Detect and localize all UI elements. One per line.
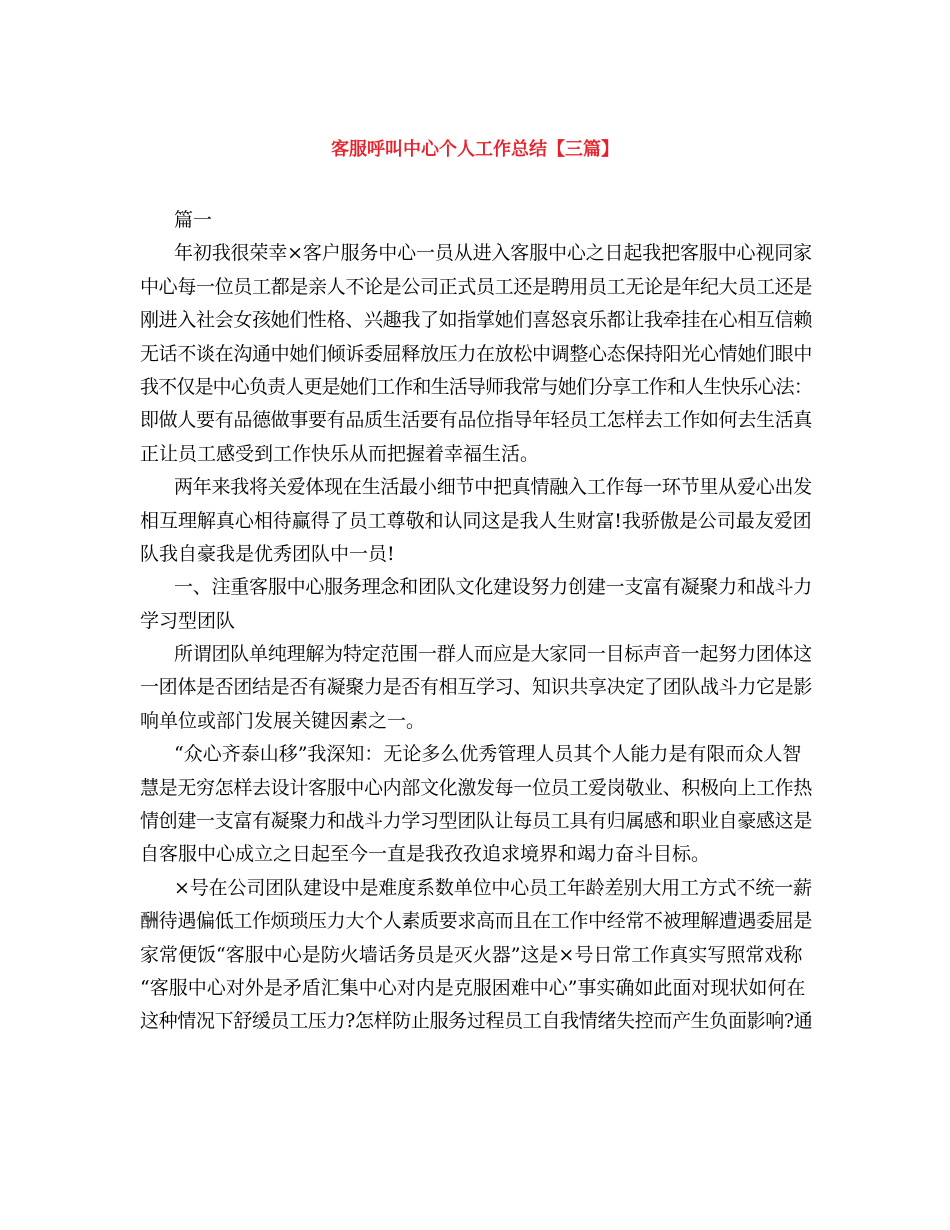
- document-title: 客服呼叫中心个人工作总结【三篇】: [331, 139, 619, 160]
- text-line: 刚进入社会女孩她们性格、兴趣我了如指掌她们喜怒哀乐都让我牵挂在心相互信赖: [140, 309, 813, 332]
- text-line: 无话不谈在沟通中她们倾诉委屈释放压力在放松中调整心态保持阳光心情她们眼中: [140, 342, 813, 365]
- text-line: 年初我很荣幸×客户服务中心一员从进入客服中心之日起我把客服中心视同家: [174, 242, 812, 265]
- text-line: 酬待遇偏低工作烦琐压力大个人素质要求高而且在工作中经常不被理解遭遇委屈是: [140, 910, 813, 933]
- text-line: 情创建一支富有凝聚力和战斗力学习型团队让每员工具有归属感和职业自豪感这是: [140, 810, 813, 833]
- text-line: 响单位或部门发展关键因素之一。: [140, 709, 426, 732]
- text-line: 慧是无穷怎样去设计客服中心内部文化激发每一位员工爱岗敬业、积极向上工作热: [140, 776, 813, 799]
- text-line: 家常便饭“客服中心是防火墙话务员是灭火器”这是×号日常工作真实写照常戏称: [140, 943, 803, 966]
- text-line: 学习型团队: [140, 609, 236, 632]
- text-line: 相互理解真心相待赢得了员工尊敬和认同这是我人生财富!我骄傲是公司最友爱团: [140, 509, 812, 532]
- text-line: 一团体是否团结是否有凝聚力是否有相互学习、知识共享决定了团队战斗力它是影: [140, 676, 813, 699]
- text-line: “众心齐泰山移”我深知：无论多么优秀管理人员其个人能力是有限而众人智: [174, 743, 802, 766]
- text-line: 即做人要有品德做事要有品质生活要有品位指导年轻员工怎样去工作如何去生活真: [140, 409, 813, 432]
- text-line: 这种情况下舒缓员工压力?怎样防止服务过程员工自我情绪失控而产生负面影响?通: [140, 1010, 813, 1033]
- text-line: 自客服中心成立之日起至今一直是我孜孜追求境界和竭力奋斗目标。: [140, 843, 711, 866]
- text-line: 所谓团队单纯理解为特定范围一群人而应是大家同一目标声音一起努力团体这: [174, 643, 813, 666]
- text-line: 正让员工感受到工作快乐从而把握着幸福生活。: [140, 442, 540, 465]
- text-line: 篇一: [174, 209, 213, 231]
- text-line: ×号在公司团队建设中是难度系数单位中心员工年龄差别大用工方式不统一薪: [174, 876, 812, 899]
- text-line: “客服中心对外是矛盾汇集中心对内是克服困难中心”事实确如此面对现状如何在: [140, 976, 806, 999]
- document-body: [140, 204, 812, 1039]
- text-line: 队我自豪我是优秀团队中一员!: [140, 542, 395, 565]
- text-line: 一、注重客服中心服务理念和团队文化建设努力创建一支富有凝聚力和战斗力: [174, 576, 813, 599]
- text-line: 中心每一位员工都是亲人不论是公司正式员工还是聘用员工无论是年纪大员工还是: [140, 275, 813, 298]
- text-line: 两年来我将关爱体现在生活最小细节中把真情融入工作每一环节里从爱心出发: [174, 476, 813, 499]
- text-line: 我不仅是中心负责人更是她们工作和生活导师我常与她们分享工作和人生快乐心法：: [140, 375, 813, 398]
